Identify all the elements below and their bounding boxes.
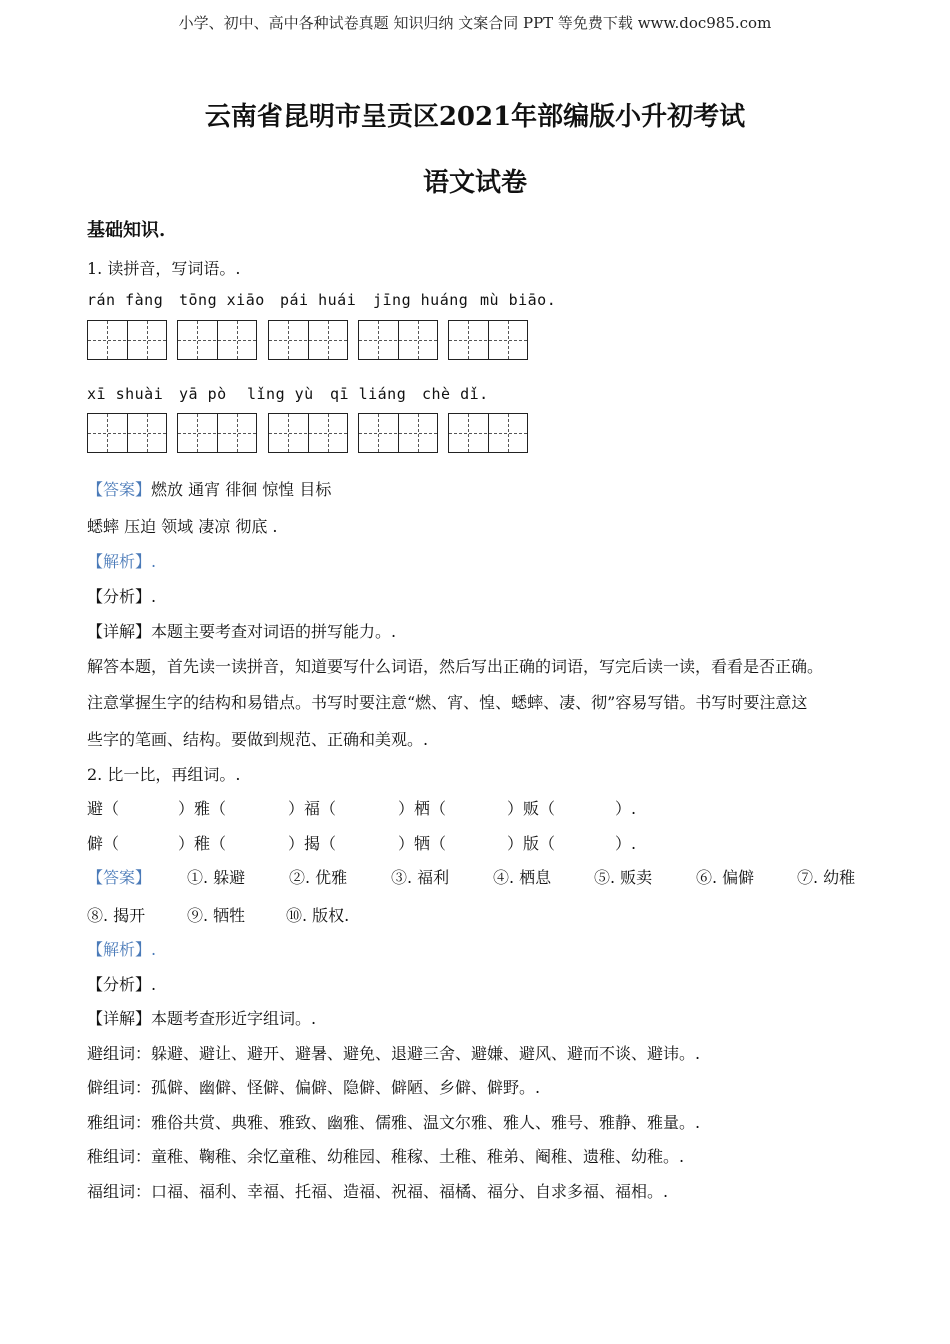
q2-jiexi: 【解析】. [87,940,157,959]
q1-pinyin: yā pò [179,385,227,403]
answer-text: 燃放 通宵 徘徊 惊惶 目标 [151,480,332,499]
q1-pinyin: pái huái [280,291,357,309]
answer-item: ⑨. 牺牲 [187,906,246,925]
answer-item: ①. 躲避 [187,868,246,887]
q2-blank: ）贩（ [507,799,556,818]
q1-fenxi: 【分析】. [87,587,157,606]
q2-blank: ）揭（ [288,834,337,853]
q2-blank: ）牺（ [398,834,447,853]
q2-group: 福组词：口福、福利、幸福、托福、造福、祝福、福橘、福分、自求多福、福相。. [87,1182,669,1201]
q2-blank: ）雅（ [178,799,227,818]
q1-pinyin: qī liáng [330,385,407,403]
q2-question: 2. 比一比，再组词。. [87,765,241,784]
q1-pinyin: tōng xiāo [179,291,265,309]
q2-blank: ）版（ [507,834,556,853]
q1-pinyin: mù biāo. [480,291,557,309]
q1-explain: 注意掌握生字的结构和易错点。书写时要注意“燃、宵、惶、蟋蟀、凄、彻”容易写错。书写时要注意这 [87,693,808,712]
answer-tag: 【答案】 [87,480,152,499]
writing-grid [177,320,257,360]
writing-grid [268,320,348,360]
q2-blank: ）栖（ [398,799,447,818]
q1-pinyin: jīng huáng [373,291,469,309]
writing-grid [87,320,167,360]
q2-group: 避组词：躲避、避让、避开、避暑、避免、退避三舍、避嫌、避风、避而不谈、避讳。. [87,1044,701,1063]
answer-item: ⑦. 幼稚 [797,868,856,887]
q1-answer [87,477,331,500]
q1-pinyin: rán fàng [87,291,164,309]
q2-group: 僻组词：孤僻、幽僻、怪僻、偏僻、隐僻、僻陋、乡僻、僻野。. [87,1078,541,1097]
q1-jiexi: 【解析】. [87,552,157,571]
q2-blank: 僻（ [87,834,120,853]
q1-explain: 些字的笔画、结构。要做到规范、正确和美观。. [87,730,429,749]
q2-blank: ）. [615,799,637,818]
writing-grid [268,413,348,453]
answer-item: ⑧. 揭开 [87,906,146,925]
answer-item: ②. 优雅 [289,868,348,887]
q1-pinyin: lǐng yù [247,385,314,403]
q2-fenxi: 【分析】. [87,975,157,994]
q2-blank: 避（ [87,799,120,818]
q1-answer-cont: 蟋蟀 压迫 领域 凄凉 彻底 . [87,517,278,536]
exam-subtitle: 语文试卷 [422,168,527,198]
exam-title: 云南省昆明市呈贡区2021年部编版小升初考试 [204,102,746,132]
answer-item: ⑩. 版权. [286,906,350,925]
answer-item: ⑥. 偏僻 [696,868,755,887]
answer-item: ③. 福利 [391,868,450,887]
writing-grid [448,413,528,453]
writing-grid [87,413,167,453]
q1-question: 1. 读拼音，写词语。. [87,259,241,278]
writing-grid [358,413,438,453]
section-heading: 基础知识. [87,220,166,241]
q1-xiangjie: 【详解】本题主要考查对词语的拼写能力。. [87,622,397,641]
page-header: 小学、初中、高中各种试卷真题 知识归纳 文案合同 PPT 等免费下载 www.doc985.com [178,14,772,32]
q2-blank: ）. [615,834,637,853]
writing-grid [448,320,528,360]
q2-group: 稚组词：童稚、鞠稚、余忆童稚、幼稚园、稚稼、土稚、稚弟、阉稚、遗稚、幼稚。. [87,1147,685,1166]
q1-pinyin: chè dǐ. [422,385,489,403]
q1-pinyin: xī shuài [87,385,164,403]
writing-grid [177,413,257,453]
answer-item: ④. 栖息 [493,868,552,887]
writing-grid [358,320,438,360]
q1-explain: 解答本题，首先读一读拼音，知道要写什么词语，然后写出正确的词语，写完后读一读，看看是否正确。 [87,657,824,676]
q2-group: 雅组词：雅俗共赏、典雅、雅致、幽雅、儒雅、温文尔雅、雅人、雅号、雅静、雅量。. [87,1113,701,1132]
answer-item: ⑤. 贩卖 [594,868,653,887]
q2-xiangjie: 【详解】本题考查形近字组词。. [87,1009,317,1028]
q2-blank: ）稚（ [178,834,227,853]
answer-tag: 【答案】 [87,868,152,887]
q2-blank: ）福（ [288,799,337,818]
